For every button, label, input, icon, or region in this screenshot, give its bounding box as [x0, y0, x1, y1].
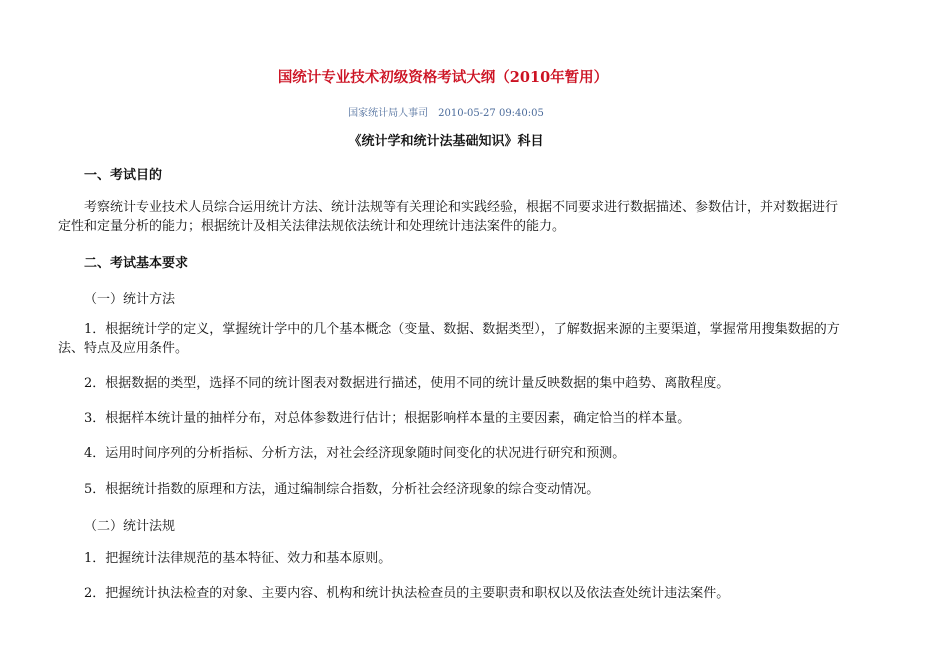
law-item-1: 1．把握统计法律规范的基本特征、效力和基本原则。 — [84, 551, 392, 566]
law-item-2: 2．把握统计执法检查的对象、主要内容、机构和统计执法检查员的主要职责和职权以及依法查处统计违法案件。 — [84, 586, 730, 601]
subsection-heading-law: （二）统计法规 — [84, 519, 176, 534]
section-heading-requirements: 二、考试基本要求 — [84, 256, 189, 271]
methods-item-3: 3．根据样本统计量的抽样分布，对总体参数进行估计；根据影响样本量的主要因素，确定恰当的样本量。 — [84, 411, 691, 426]
methods-item-5: 5．根据统计指数的原理和方法，通过编制综合指数，分析社会经济现象的综合变动情况。 — [84, 482, 600, 497]
document-title: 国统计专业技术初级资格考试大纲（2010年暂用） — [277, 69, 609, 86]
exam-subject-title: 《统计学和统计法基础知识》科目 — [348, 134, 544, 149]
methods-item-2: 2．根据数据的类型，选择不同的统计图表对数据进行描述，使用不同的统计量反映数据的集中趋势、离散程度。 — [84, 376, 730, 391]
methods-item-1: 1．根据统计学的定义，掌握统计学中的几个基本概念（变量、数据、数据类型），了解数据来源的主要渠道，掌握常用搜集数据的方法、特点及应用条件。 — [58, 322, 840, 356]
methods-item-4: 4．运用时间序列的分析指标、分析方法，对社会经济现象随时间变化的状况进行研究和预测。 — [84, 446, 626, 461]
document-meta — [0, 104, 892, 119]
document-datetime: 2010-05-27 09:40:05 — [438, 108, 544, 119]
purpose-paragraph: 考察统计专业技术人员综合运用统计方法、统计法规等有关理论和实践经验，根据不同要求进行数据描述、参数估计，并对数据进行定性和定量分析的能力；根据统计及相关法律法规依法统计和处理统计违法案件的能力。 — [58, 200, 839, 234]
section-heading-purpose: 一、考试目的 — [84, 168, 163, 183]
subsection-heading-methods: （一）统计方法 — [84, 292, 176, 307]
document-source: 国家统计局人事司 — [348, 108, 429, 119]
